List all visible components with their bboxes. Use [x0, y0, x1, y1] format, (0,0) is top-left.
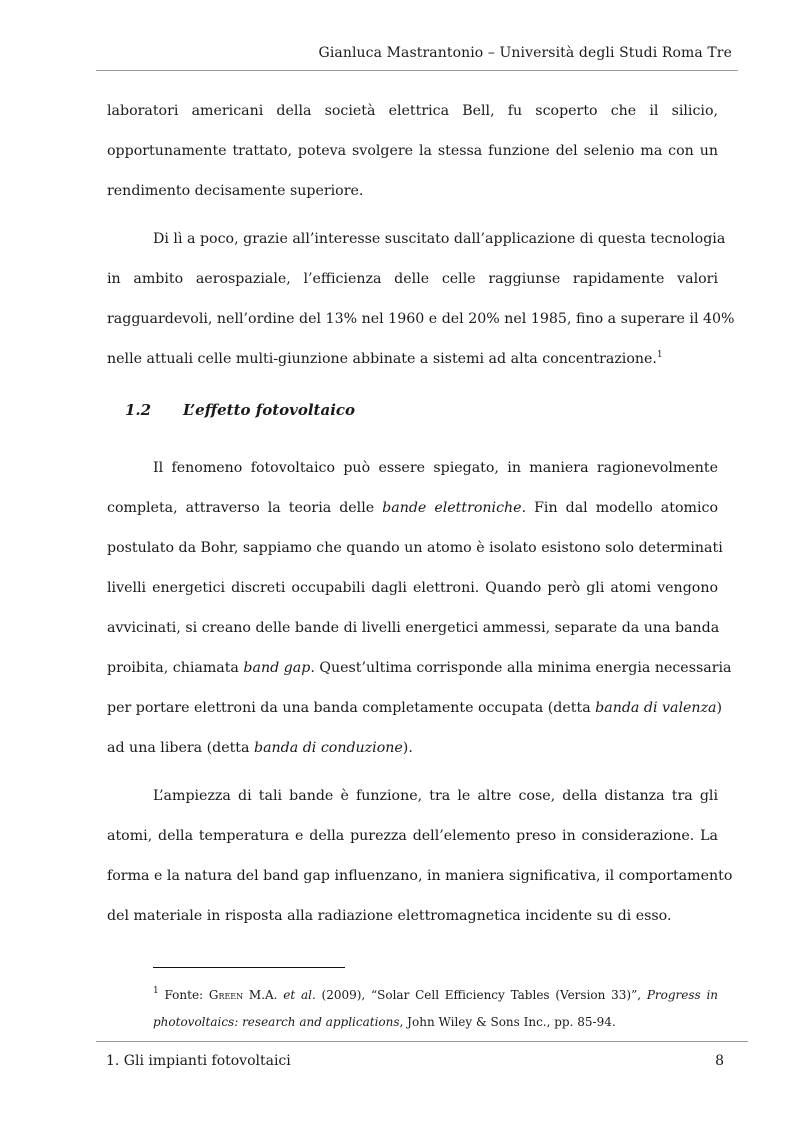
text-line: L’ampiezza di tali bande è funzione, tra le altre cose, della distanza tra gli: [153, 788, 718, 804]
text-span: , John Wiley & Sons Inc., pp. 85-94.: [399, 1015, 616, 1029]
paragraph-1: [107, 91, 718, 211]
running-footer: [96, 1041, 748, 1069]
italic-term: et al.: [283, 988, 316, 1002]
text-line: postulato da Bohr, sappiamo che quando un atomo è isolato esistono solo determinati: [107, 540, 723, 556]
text-span: nelle attuali celle multi-giunzione abbinate a sistemi ad alta concentrazione.: [107, 351, 657, 367]
text-span: per portare elettroni da una banda completamente occupata (detta: [107, 700, 596, 716]
text-span: Fonte:: [158, 988, 209, 1002]
text-span: ad una libera (detta: [107, 740, 254, 756]
footer-chapter: 1. Gli impianti fotovoltaici: [106, 1053, 291, 1069]
footnote-journal: photovoltaics: research and applications: [153, 1015, 400, 1029]
text-line: [107, 339, 718, 379]
section-number: 1.2: [125, 401, 152, 419]
text-line: ragguardevoli, nell’ordine del 13% nel 1960 e del 20% nel 1985, fino a superare il 40%: [107, 311, 735, 327]
text-span: ).: [402, 740, 413, 756]
text-line: Il fenomeno fotovoltaico può essere spiegato, in maniera ragionevolmente: [153, 460, 718, 476]
italic-term: banda di conduzione: [253, 740, 403, 756]
paragraph-3: [107, 448, 732, 768]
text-span: proibita, chiamata: [107, 660, 244, 676]
page-number: 8: [715, 1053, 724, 1069]
text-line: [107, 648, 732, 688]
footnote-mark: 1: [153, 986, 159, 996]
section-title: L’effetto fotovoltaico: [183, 401, 356, 419]
footnote: [153, 982, 718, 1036]
text-line: rendimento decisamente superiore.: [107, 183, 364, 199]
section-heading: [125, 401, 355, 419]
text-span: . Quest’ultima corrisponde alla minima energia necessaria: [310, 660, 732, 676]
text-line: in ambito aerospaziale, l’efficienza delle celle raggiunse rapidamente valori: [107, 271, 718, 287]
text-span: ): [716, 700, 723, 716]
text-line: atomi, della temperatura e della purezza dell’elemento preso in considerazione. La: [107, 828, 718, 844]
footnote-reference: 1: [656, 350, 663, 360]
footnote-author: Green: [208, 988, 244, 1002]
text-line: forma e la natura del band gap influenzano, in maniera significativa, il comportamento: [107, 868, 733, 884]
text-span: . Fin dal modello atomico: [521, 500, 718, 516]
italic-term: bande elettroniche: [382, 500, 522, 516]
italic-term: banda di valenza: [595, 700, 717, 716]
text-line: avvicinati, si creano delle bande di livelli energetici ammessi, separate da una banda: [107, 620, 720, 636]
footnote-line: [153, 1009, 718, 1036]
footnote-divider: [153, 967, 345, 968]
text-line: [107, 728, 718, 768]
text-line: del materiale in risposta alla radiazione elettromagnetica incidente su di esso.: [107, 908, 672, 924]
text-line: opportunamente trattato, poteva svolgere la stessa funzione del selenio ma con un: [107, 143, 718, 159]
text-line: [107, 688, 723, 728]
paragraph-4: [107, 776, 733, 936]
text-line: [107, 488, 718, 528]
text-line: laboratori americani della società elettrica Bell, fu scoperto che il silicio,: [107, 103, 718, 119]
italic-term: band gap: [243, 660, 311, 676]
text-span: (2009), “Solar Cell Efficiency Tables (Version 33)”,: [315, 988, 647, 1002]
text-line: Di lì a poco, grazie all’interesse suscitato dall’applicazione di questa tecnologia: [153, 231, 726, 247]
text-span: M.A.: [243, 988, 284, 1002]
running-header: [96, 42, 738, 71]
text-span: completa, attraverso la teoria delle: [107, 500, 383, 516]
footnote-journal: Progress in: [646, 988, 719, 1002]
header-text: Gianluca Mastrantonio – Università degli Studi Roma Tre: [318, 45, 732, 61]
paragraph-2: [107, 219, 735, 379]
text-line: livelli energetici discreti occupabili dagli elettroni. Quando però gli atomi vengono: [107, 580, 718, 596]
footnote-line: [153, 982, 718, 1009]
